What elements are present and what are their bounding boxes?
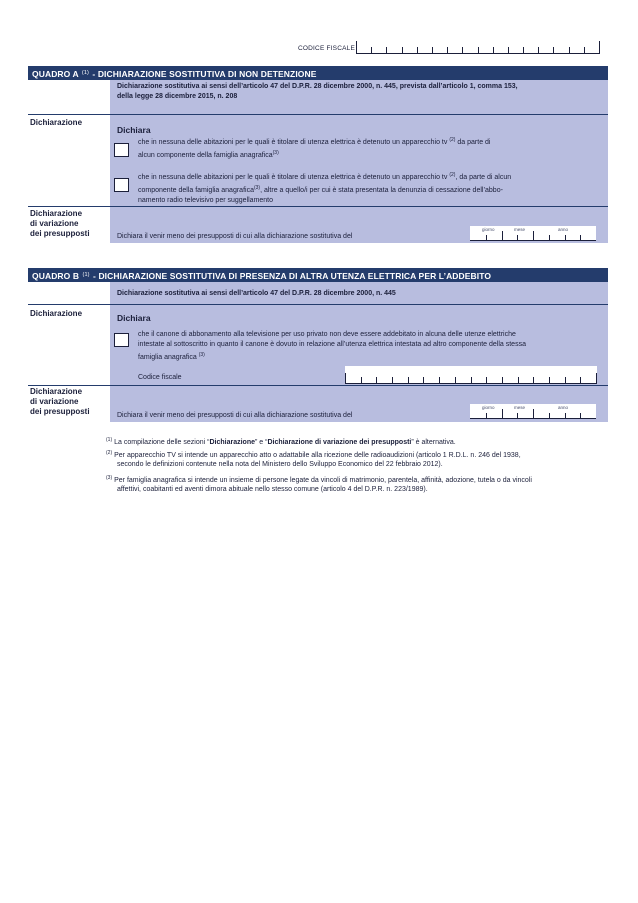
- date-cell-separator: [580, 413, 581, 418]
- date-cell-separator: [517, 235, 518, 240]
- quadro-b-prefix: QUADRO B: [32, 271, 80, 281]
- footnote-3: $^{(3)}$ Per famiglia anagrafica si intende un insieme di persone legate da vincoli di matrimonio, parentela, affinità, adozione, tutela o da vincoli affettivi, coabitanti ed aventi dimora abituale nello stesso comune (articolo 4 del D.P.R. n. 223/1989).: [106, 475, 532, 493]
- quadro-b-option-checkbox[interactable]: [114, 333, 129, 347]
- cell-separator: [493, 47, 494, 53]
- date-cell-separator: [502, 231, 503, 240]
- cell-separator: [584, 47, 585, 53]
- quadro-b-dichiara-label: Dichiara: [117, 313, 151, 323]
- quadro-b-divider-2: [28, 385, 608, 386]
- quadro-a-intro: Dichiarazione sostitutiva ai sensi dell’articolo 47 del D.P.R. 28 dicembre 2000, n. 445, prevista dall’articolo 1, comma 153, della legge 28 dicembre 2015, n. 208: [117, 83, 518, 100]
- codice-fiscale-input[interactable]: [356, 42, 600, 54]
- quadro-b-codice-fiscale-label: Codice fiscale: [138, 374, 182, 381]
- quadro-b-variazione-label: Dichiarazione di variazione dei presupposti: [30, 387, 90, 416]
- date-cell-separator: [486, 235, 487, 240]
- cell-separator: [455, 377, 456, 383]
- cell-separator: [392, 377, 393, 383]
- cell-separator: [533, 377, 534, 383]
- cell-separator: [508, 47, 509, 53]
- quadro-a-variazione-label: Dichiarazione di variazione dei presupposti: [30, 209, 90, 238]
- anno-label: anno: [558, 405, 569, 410]
- anno-label: anno: [558, 227, 569, 232]
- date-cell-separator: [533, 231, 534, 240]
- cell-separator: [569, 47, 570, 53]
- codice-fiscale-header: [290, 40, 602, 56]
- cell-separator: [549, 377, 550, 383]
- quadro-b-note-ref: (1): [82, 272, 90, 278]
- footnote-2: $^{(2)}$ Per apparecchio TV si intende un apparecchio atto o adattabile alla ricezione delle radioaudizioni (articolo 1 R.D.L. n. 246 del 1938, secondo le definizioni contenute nella nota del Ministero dello Sviluppo Economico del 22 febbraio 2012).: [106, 450, 521, 468]
- date-cell-separator: [502, 409, 503, 418]
- date-cell-separator: [486, 413, 487, 418]
- cell-separator: [538, 47, 539, 53]
- quadro-a-divider-2: [28, 206, 608, 207]
- quadro-b-title-bar: [28, 268, 608, 282]
- quadro-b-dichiarazione-label: Dichiarazione: [30, 309, 83, 318]
- cell-separator: [502, 377, 503, 383]
- cell-separator: [361, 377, 362, 383]
- cell-separator: [486, 377, 487, 383]
- giorno-label: giorno: [482, 227, 495, 232]
- cell-separator: [402, 47, 403, 53]
- date-cell-separator: [565, 235, 566, 240]
- quadro-a-divider-1: [28, 114, 608, 115]
- quadro-b-title: - DICHIARAZIONE SOSTITUTIVA DI PRESENZA DI ALTRA UTENZA ELETTRICA PER L’ADDEBITO: [93, 271, 492, 281]
- cell-separator: [423, 377, 424, 383]
- quadro-b-intro: Dichiarazione sostitutiva ai sensi dell’articolo 47 del D.P.R. 28 dicembre 2000, n. 445: [117, 290, 396, 297]
- date-cell-separator: [549, 235, 550, 240]
- quadro-a-option1-checkbox[interactable]: [114, 143, 129, 157]
- codice-fiscale-label: CODICE FISCALE: [298, 45, 355, 52]
- quadro-b-date-input[interactable]: [470, 404, 596, 419]
- cell-separator: [596, 373, 597, 383]
- footnote-1: $^{(1)}$ La compilazione delle sezioni “Dichiarazione” e “Dichiarazione di variazione dei presupposti” è alternativa.: [106, 437, 456, 446]
- cell-separator: [580, 377, 581, 383]
- cell-separator: [462, 47, 463, 53]
- mese-label: mese: [514, 227, 526, 232]
- quadro-a-dichiara-label: Dichiara: [117, 125, 151, 135]
- cell-separator: [408, 377, 409, 383]
- cell-separator: [553, 47, 554, 53]
- quadro-a-title: - DICHIARAZIONE SOSTITUTIVA DI NON DETENZIONE: [92, 69, 317, 79]
- date-cell-separator: [549, 413, 550, 418]
- quadro-a-venir-meno-text: Dichiara il venir meno dei presupposti di cui alla dichiarazione sostitutiva del: [117, 233, 353, 240]
- cell-separator: [432, 47, 433, 53]
- cell-separator: [345, 373, 346, 383]
- quadro-a-option1-text: che in nessuna delle abitazioni per le quali è titolare di utenza elettrica è detenuto un apparecchio tv $^{(2)}$ da parte di alcun componente della famiglia anagrafica$^{(3)}$: [138, 137, 491, 159]
- cell-separator: [371, 47, 372, 53]
- quadro-a-option2-checkbox[interactable]: [114, 178, 129, 192]
- cell-separator: [447, 47, 448, 53]
- quadro-b-option-text: che il canone di abbonamento alla televisione per uso privato non deve essere addebitato in alcuna delle utenze elettriche intestate al sottoscritto in quanto il canone è dovuto in relazione all’utenza elettrica intestata ad altro componente della stessa famiglia anagrafica $^{(3)}$: [138, 331, 526, 361]
- quadro-a-dichiarazione-label: Dichiarazione: [30, 118, 83, 127]
- quadro-a-date-input[interactable]: [470, 226, 596, 241]
- date-cell-separator: [580, 235, 581, 240]
- cell-separator: [518, 377, 519, 383]
- quadro-a-note-ref: (1): [81, 70, 89, 76]
- cell-separator: [523, 47, 524, 53]
- date-cell-separator: [565, 413, 566, 418]
- quadro-a-panel: [110, 80, 608, 243]
- cell-separator: [376, 377, 377, 383]
- cell-separator: [471, 377, 472, 383]
- cell-separator: [565, 377, 566, 383]
- cell-separator: [417, 47, 418, 53]
- quadro-a-title-bar: [28, 66, 608, 80]
- cell-separator: [356, 41, 357, 53]
- giorno-label: giorno: [482, 405, 495, 410]
- cell-separator: [439, 377, 440, 383]
- date-cell-separator: [533, 409, 534, 418]
- quadro-a-prefix: QUADRO A: [32, 69, 79, 79]
- quadro-b-venir-meno-text: Dichiara il venir meno dei presupposti di cui alla dichiarazione sostitutiva del: [117, 412, 353, 419]
- cell-separator: [478, 47, 479, 53]
- cell-separator: [386, 47, 387, 53]
- quadro-b-codice-fiscale-input[interactable]: [345, 366, 597, 384]
- mese-label: mese: [514, 405, 526, 410]
- quadro-b-divider-1: [28, 304, 608, 305]
- date-cell-separator: [517, 413, 518, 418]
- cell-separator: [599, 41, 600, 53]
- quadro-a-option2-text: che in nessuna delle abitazioni per le quali è titolare di utenza elettrica è detenuto un apparecchio tv $^{(2)}$, da parte di alcun componente della famiglia anagrafica$^{(3)}$, altre a quello/i per cui è stata presentata la denunzia di cessazione dell’abbo- namento radio televisivo per suggellamento: [138, 172, 512, 204]
